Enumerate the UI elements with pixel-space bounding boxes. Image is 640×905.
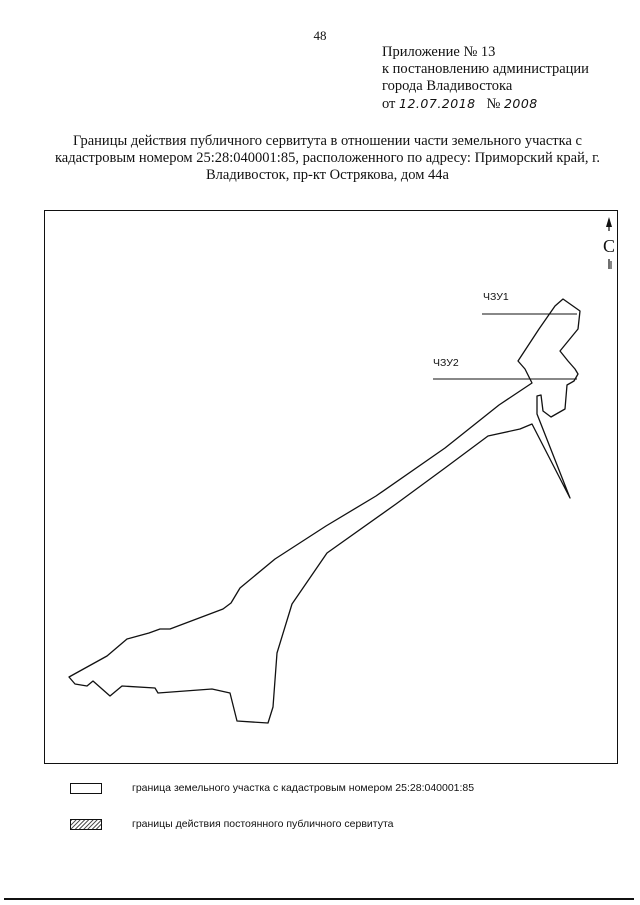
- legend-swatch-hatched: [70, 819, 102, 830]
- appendix-line-1: Приложение № 13: [382, 44, 496, 60]
- legend-item-servitude: [70, 818, 610, 834]
- appendix-line-3: города Владивостока: [382, 78, 513, 94]
- legend-item-parcel-boundary: [70, 782, 610, 798]
- appendix-block: [382, 44, 632, 113]
- czu1-label: ЧЗУ1: [483, 291, 509, 303]
- parcel-map: [45, 211, 619, 765]
- czu2-label: ЧЗУ2: [433, 357, 459, 369]
- number-prefix: №: [486, 96, 501, 112]
- document-title: Границы действия публичного сервитута в отношении части земельного участка с кадастровым номером 25:28:040001:85, расположенного по адресу: Приморский край, г. Владивосток, пр-кт Острякова, дом 44а: [54, 133, 601, 183]
- appendix-signature-line: [382, 95, 632, 113]
- north-label: С: [603, 236, 616, 256]
- handwritten-date: 12.07.2018: [399, 96, 476, 111]
- handwritten-number: 2008: [503, 96, 538, 111]
- date-prefix: от: [382, 96, 396, 112]
- parcel-boundary: [69, 299, 580, 723]
- bottom-rule: [4, 898, 634, 900]
- legend-text: граница земельного участка с кадастровым номером 25:28:040001:85: [132, 782, 475, 794]
- appendix-line-2: к постановлению администрации: [382, 61, 589, 77]
- legend-text: границы действия постоянного публичного сервитута: [132, 818, 394, 830]
- legend-swatch-outline: [70, 783, 102, 794]
- map-frame: [44, 210, 618, 764]
- page-number: 48: [313, 28, 327, 43]
